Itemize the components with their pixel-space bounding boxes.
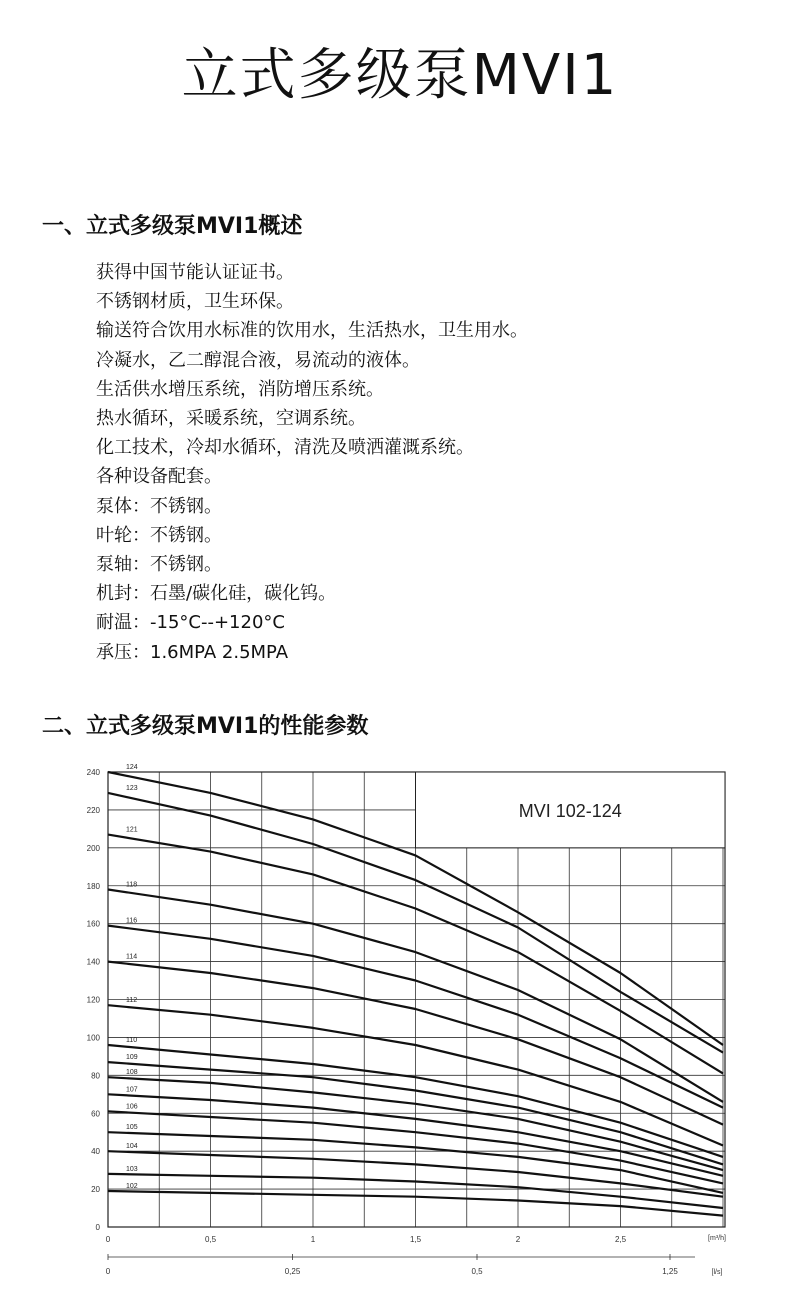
curve-label: 104 [126,1143,138,1151]
section-heading-overview: 一、立式多级泵MVI1概述 [42,214,303,239]
x2-tick-label: 1,25 [662,1267,678,1276]
curve-label: 108 [126,1069,138,1077]
y-tick-label: 0 [95,1223,100,1232]
list-item: 承压：1.6MPA 2.5MPA [96,641,289,663]
list-item: 叶轮：不锈钢。 [96,524,222,546]
x-tick-label: 2,5 [614,1235,627,1244]
curve-label: 116 [126,917,138,925]
list-item: 输送符合饮用水标准的饮用水，生活热水，卫生用水。 [96,320,528,342]
x-tick-label: 1 [310,1235,316,1244]
x2-tick-label: 0,25 [284,1267,301,1276]
curve-label: 124 [126,764,138,771]
x-tick-label: 0,5 [204,1235,217,1244]
curve-label: 107 [126,1086,138,1094]
chart-title: MVI 102-124 [518,800,622,821]
y-tick-label: 120 [86,995,100,1005]
list-item: 热水循环，采暖系统，空调系统。 [96,408,366,430]
x-unit-label: [m³/h] [708,1235,726,1242]
y-tick-label: 240 [86,768,100,777]
curve-label: 106 [126,1103,138,1111]
y-tick-label: 180 [86,881,100,891]
y-tick-label: 80 [91,1071,100,1081]
list-item: 泵轴：不锈钢。 [96,554,222,576]
x-tick-label: 1,5 [409,1235,422,1244]
performance-curve-chart [0,760,800,1280]
list-item: 获得中国节能认证证书。 [96,262,294,283]
list-item: 不锈钢材质，卫生环保。 [96,291,294,313]
list-item: 机封：石墨/碳化硅，碳化钨。 [96,583,337,605]
curve-label: 110 [126,1037,138,1044]
curve-label: 121 [126,826,138,834]
list-item: 各种设备配套。 [96,466,222,488]
page-title: 立式多级泵MVI1 [181,43,619,108]
curve-label: 123 [126,784,138,792]
x2-tick-label: 0,5 [471,1267,483,1276]
y-tick-label: 100 [86,1033,100,1043]
curve-label: 114 [126,953,138,961]
y-tick-label: 200 [86,843,100,853]
x-tick-label: 2 [515,1235,521,1244]
x2-tick-label: 0 [105,1267,111,1276]
curve-label: 102 [126,1182,138,1190]
y-tick-label: 160 [86,919,100,929]
curve-label: 112 [126,997,138,1005]
x-tick-label: 0 [105,1235,111,1244]
curve-label: 105 [126,1124,138,1132]
y-tick-label: 40 [91,1147,100,1157]
x2-unit-label: [l/s] [711,1269,723,1276]
y-tick-label: 20 [91,1185,100,1195]
y-tick-label: 60 [91,1109,100,1119]
curve-label: 109 [126,1054,138,1062]
overview-list [96,258,528,667]
section-heading-performance: 二、立式多级泵MVI1的性能参数 [42,714,369,739]
list-item: 生活供水增压系统，消防增压系统。 [96,378,384,400]
y-tick-label: 140 [86,957,100,967]
list-item: 泵体：不锈钢。 [96,495,222,517]
list-item: 耐温：-15°C--+120°C [96,612,285,634]
y-tick-label: 220 [86,805,100,815]
list-item: 冷凝水，乙二醇混合液，易流动的液体。 [96,349,420,371]
list-item: 化工技术，冷却水循环，清洗及喷洒灌溉系统。 [96,437,474,459]
curve-label: 118 [126,881,138,889]
curve-label: 103 [126,1165,138,1173]
